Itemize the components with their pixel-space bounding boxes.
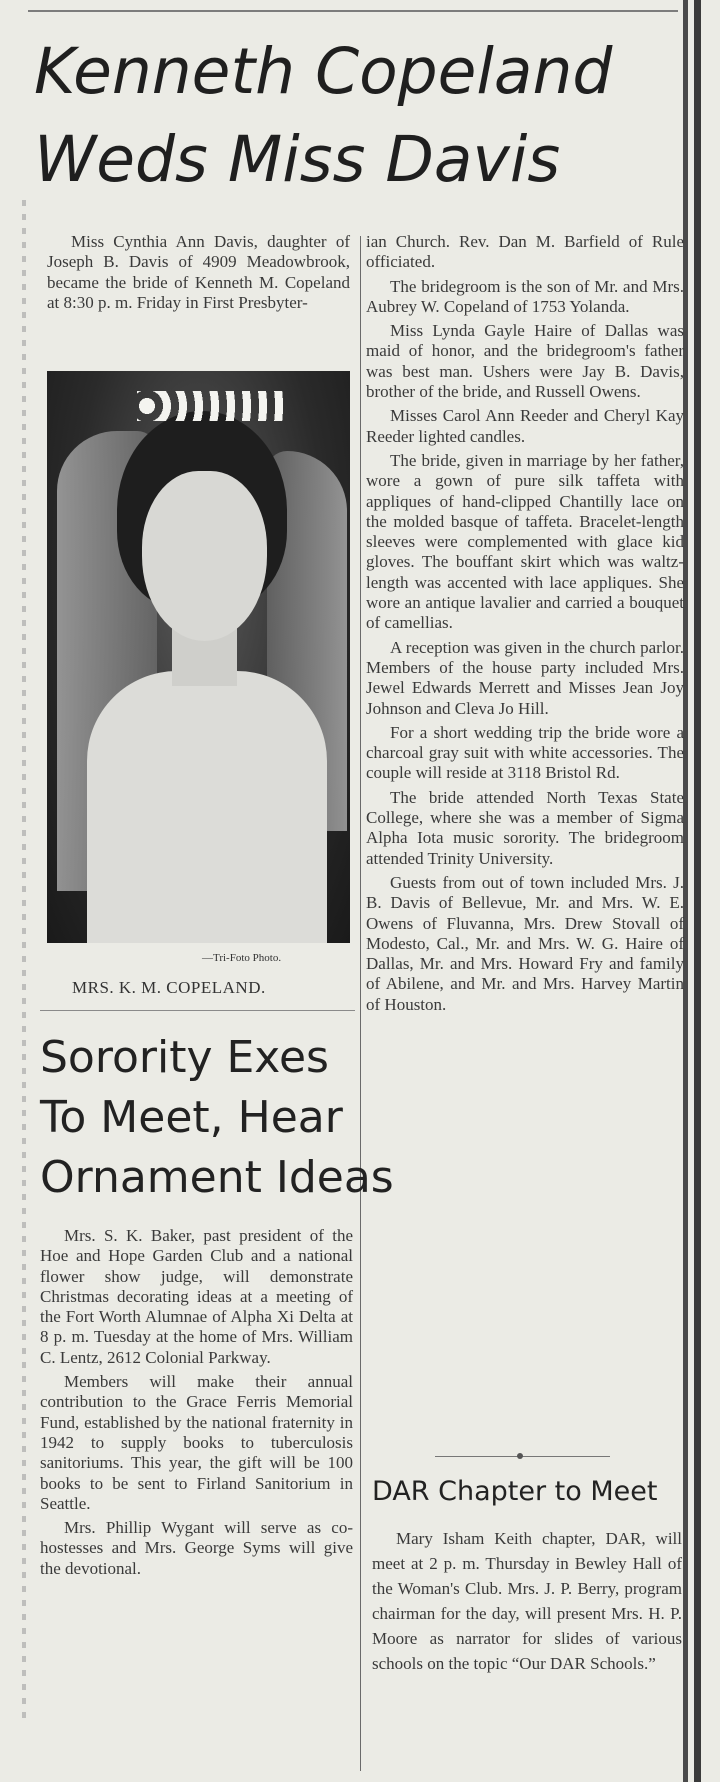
left-margin-speckle (22, 200, 26, 1720)
wedding-column-right (366, 232, 684, 1019)
sorority-paragraph: Mrs. S. K. Baker, past president of the Hoe and Hope Garden Club and a national flower show judge, will demonstrate Christmas decorating ideas at a meeting of the Fort Worth Alumnae of Alpha Xi Delta at 8 p. m. Tuesday at the home of Mrs. William C. Lentz, 2612 Colonial Parkway. (40, 1226, 353, 1367)
photo-credit: —Tri-Foto Photo. (202, 952, 282, 964)
bridal-crown (137, 391, 287, 421)
bride-dress (87, 671, 327, 943)
column-divider (360, 236, 361, 1771)
bride-photo (47, 371, 350, 943)
wedding-paragraph: ian Church. Rev. Dan M. Barfield of Rule officiated. (366, 232, 684, 272)
headline-line-2: Weds Miss Davis (34, 123, 561, 196)
wedding-paragraph: A reception was given in the church parlor. Members of the house party included Mrs. Jewel Edwards Merrett and Misses Jean Joy Johnson and Cleva Jo Hill. (366, 637, 684, 718)
wedding-paragraph: Guests from out of town included Mrs. J. B. Davis of Bellevue, Mr. and Mrs. W. E. Owens of Fluvanna, Mrs. Drew Stovall of Modesto, Cal., Mr. and Mrs. W. G. Haire of Dallas, Mr. and Mrs. Howard Fry and family of Abilene, and Mr. and Mrs. Harvey Martin of Houston. (366, 872, 684, 1014)
right-page-border (694, 0, 701, 1782)
wedding-paragraph: For a short wedding trip the bride wore a charcoal gray suit with white accessories. The couple will reside at 3118 Bristol Rd. (366, 722, 684, 783)
sorority-headline-line-3: Ornament Ideas (40, 1152, 394, 1203)
wedding-paragraph: The bride attended North Texas State College, where she was a member of Sigma Alpha Iota music sorority. The bridegroom attended Trinity University. (366, 787, 684, 868)
dar-paragraph: Mary Isham Keith chapter, DAR, will meet at 2 p. m. Thursday in Bewley Hall of the Woman's Club. Mrs. J. P. Berry, program chairman for the day, will present Mrs. H. P. Moore as narrator for slides of various schools on the topic “Our DAR Schools.” (372, 1529, 682, 1673)
sorority-column (40, 1226, 353, 1583)
wedding-paragraph: Miss Lynda Gayle Haire of Dallas was maid of honor, and the bridegroom's father was best man. Ushers were Jay B. Davis, brother of the bride, and Russell Owens. (366, 321, 684, 402)
wedding-paragraph: The bridegroom is the son of Mr. and Mrs. Aubrey W. Copeland of 1753 Yolanda. (366, 276, 684, 316)
sorority-paragraph: Mrs. Phillip Wygant will serve as co-hostesses and Mrs. George Syms will give the devotional. (40, 1518, 353, 1578)
dar-headline: DAR Chapter to Meet (372, 1476, 658, 1507)
wedding-paragraph: Miss Cynthia Ann Davis, daughter of Joseph B. Davis of 4909 Meadowbrook, became the bride of Kenneth M. Copeland at 8:30 p. m. Friday in First Presbyter- (47, 232, 350, 312)
sorority-headline-line-2: To Meet, Hear (40, 1092, 343, 1143)
wedding-paragraph: Misses Carol Ann Reeder and Cheryl Kay Reeder lighted candles. (366, 406, 684, 446)
sorority-headline-line-1: Sorority Exes (40, 1032, 329, 1083)
photo-caption: MRS. K. M. COPELAND. (72, 978, 266, 997)
wedding-column-left (47, 232, 350, 317)
section-divider (40, 1010, 355, 1011)
dar-divider-dot (517, 1453, 523, 1459)
dar-column (372, 1526, 682, 1680)
headline-line-1: Kenneth Copeland (34, 35, 613, 108)
bride-face (142, 471, 267, 641)
top-rule (28, 10, 678, 12)
sorority-headline (40, 1028, 394, 1208)
wedding-paragraph: The bride, given in marriage by her father, wore a gown of pure silk taffeta with appliques of hand-clipped Chantilly lace on the molded basque of taffeta. Bracelet-length sleeves were complemented with glace kid gloves. The bouffant skirt which was waltz-length was accented with lace appliques. She wore an antique lavalier and carried a bouquet of camellias. (366, 450, 684, 633)
sorority-paragraph: Members will make their annual contribution to the Grace Ferris Memorial Fund, established by the national fraternity in 1942 to supply books to tuberculosis sanitoriums. This year, the gift will be 100 books to be sent to Firland Sanitorium in Seattle. (40, 1372, 353, 1513)
